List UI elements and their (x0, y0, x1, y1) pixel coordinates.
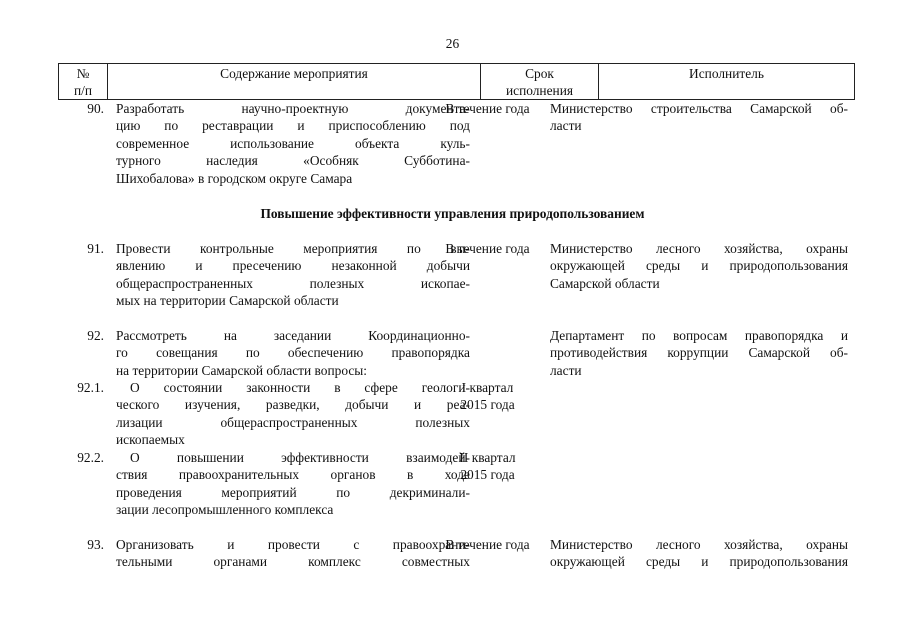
section-title: Повышение эффективности управления природопользованием (260, 206, 645, 221)
row-content (116, 327, 470, 379)
executor-line: ласти (550, 118, 582, 134)
content-line: явлению и пресечению незаконной добычи (116, 258, 470, 274)
row-content (116, 379, 470, 449)
content-line: тельными органами комплекс совместных (116, 554, 470, 570)
executor-line: окружающей среды и природопользования (550, 258, 848, 274)
content-line: Рассмотреть на заседании Координационно- (116, 328, 470, 343)
content-line: Провести контрольные мероприятия по вы- (116, 241, 470, 256)
content-line: ствия правоохранительных органов в ходе (116, 467, 470, 483)
content-line: на территории Самарской области вопросы: (116, 362, 368, 378)
row-term (430, 449, 545, 484)
row-content (116, 240, 470, 310)
content-line: лизации общераспространенных полезных (116, 414, 470, 430)
executor-line: Департамент по вопросам правопорядка и (550, 328, 848, 343)
row-number: 90. (87, 101, 104, 116)
row-executor (550, 327, 848, 379)
executor-line: Министерство лесного хозяйства, охраны (550, 537, 848, 552)
term-line: II квартал (459, 450, 516, 465)
term-line: I квартал (461, 380, 514, 395)
term-line: 2015 года (460, 397, 515, 413)
row-number: 92.2. (77, 450, 104, 465)
header-term (481, 64, 599, 100)
row-number: 93. (87, 537, 104, 552)
executor-line: Министерство лесного хозяйства, охраны (550, 241, 848, 256)
content-line: Шихобалова» в городском округе Самара (116, 170, 353, 186)
header-term-line: исполнения (505, 83, 574, 98)
term-line: 2015 года (460, 467, 515, 483)
row-content (116, 536, 470, 571)
content-line: мых на территории Самарской области (116, 293, 339, 309)
row-number: 91. (87, 241, 104, 256)
content-line: ископаемых (116, 432, 185, 448)
content-line: современное использование объекта куль- (116, 135, 470, 151)
content-line: Организовать и провести с правоохрани- (116, 537, 470, 552)
row-content (116, 100, 470, 187)
content-line: Разработать научно-проектную документа- (116, 101, 470, 116)
executor-line: Министерство строительства Самарской об- (550, 101, 848, 116)
content-line: О состоянии законности в сфере геологи- (130, 380, 470, 395)
row-term: В течение года (445, 101, 530, 116)
row-executor (550, 536, 848, 571)
executor-line: противодействия коррупции Самарской об- (550, 345, 848, 361)
content-line: турного наследия «Особняк Субботина- (116, 153, 470, 169)
row-term: В течение года (445, 241, 530, 256)
executor-line: ласти (550, 362, 582, 378)
table-header (58, 63, 855, 100)
header-executor: Исполнитель (689, 66, 764, 81)
content-line: цию по реставрации и приспособлению под (116, 118, 470, 134)
content-line: го совещания по обеспечению правопорядка (116, 345, 470, 361)
header-num (59, 64, 108, 100)
executor-line: Самарской области (550, 275, 660, 291)
page-number: 26 (445, 36, 460, 51)
header-term-line: Срок (525, 66, 554, 81)
header-content: Содержание мероприятия (108, 64, 481, 100)
content-line: ческого изучения, разведки, добычи и реа- (116, 397, 470, 413)
content-line: О повышении эффективности взаимодей- (130, 450, 470, 465)
row-number: 92. (87, 328, 104, 343)
row-executor (550, 240, 848, 292)
header-num-line: № (76, 66, 90, 81)
header-num-line: п/п (73, 83, 93, 98)
content-line: зации лесопромышленного комплекса (116, 502, 334, 518)
row-term: В течение года (445, 537, 530, 552)
row-number: 92.1. (77, 380, 104, 395)
executor-line: окружающей среды и природопользования (550, 554, 848, 570)
row-term (430, 379, 545, 414)
content-line: проведения мероприятий по декриминали- (116, 484, 470, 500)
row-executor (550, 100, 848, 135)
row-content (116, 449, 470, 519)
content-line: общераспространенных полезных ископае- (116, 275, 470, 291)
